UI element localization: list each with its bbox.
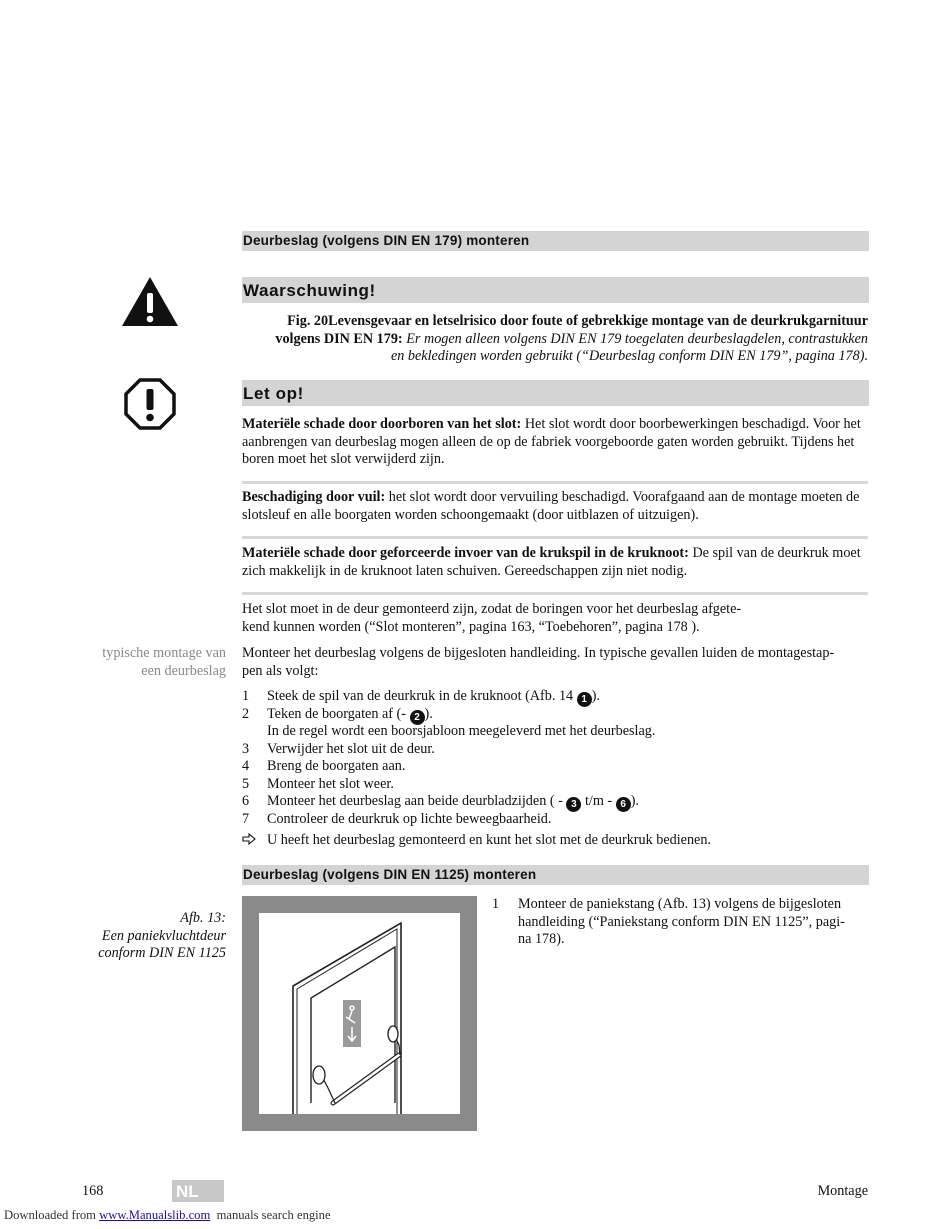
warning-fig-label: Fig. 20	[287, 313, 329, 329]
section-heading-din-en-1125: Deurbeslag (volgens DIN EN 1125) monteren	[242, 865, 869, 885]
warning-heading: Waarschuwing!	[242, 277, 869, 303]
step-number: 5	[242, 775, 250, 792]
door-illustration	[259, 913, 460, 1114]
caution-item-lead: Beschadiging door vuil:	[242, 489, 386, 505]
step-text-part: Verwijder het slot uit de deur.	[267, 740, 435, 757]
step-text	[267, 793, 867, 812]
callout-number-icon: 1	[577, 692, 592, 707]
warning-body: Er mogen alleen volgens DIN EN 179 toegelaten deurbeslagdelen, contrastukken en bekledingen worden gebruikt (“Deurbeslag conform DIN EN 179”, pagina 178).	[390, 330, 868, 365]
caution-item	[242, 489, 868, 524]
step-text-part: ).	[591, 688, 600, 704]
step-text	[267, 811, 867, 829]
intro-paragraph: Het slot moet in de deur gemonteerd zijn, zodat de boringen voor het deurbeslag afgete- kend kunnen worden (“Slot monteren”, pagina 163, “Toebehoren”, pagina 178 ).	[242, 601, 742, 635]
step-number: 4	[242, 758, 250, 774]
caution-item	[242, 545, 868, 580]
caution-octagon-icon	[124, 378, 176, 435]
warning-text	[260, 313, 868, 366]
language-badge: NL	[172, 1180, 224, 1202]
step-text-part: ).	[630, 793, 639, 809]
step-number: 1	[242, 688, 250, 704]
caution-item-text: De spil van de deurkruk moet zich makkelijk in de kruknoot laten schuiven. Gereedschappen zijn niet nodig.	[242, 545, 861, 579]
step-text-part: Teken de boorgaten af (-	[267, 705, 410, 722]
footer-section: Montage	[817, 1183, 868, 1199]
step-text	[267, 741, 867, 759]
step-text-part: Steek de spil van de deurkruk in de kruknoot (Afb. 14	[267, 688, 577, 704]
divider	[242, 481, 868, 484]
callout-number-icon: 6	[616, 797, 631, 812]
step-text	[267, 688, 867, 707]
step-text-part: In de regel wordt een boorsjabloon meegeleverd met het deurbeslag.	[267, 723, 656, 739]
caution-item-lead: Materiële schade door geforceerde invoer van de krukspil in de kruknoot:	[242, 545, 689, 561]
step-text-part: Monteer het deurbeslag aan beide deurbladzijden ( -	[267, 793, 567, 809]
caution-item-text: het slot wordt door vervuiling beschadigd. Voorafgaand aan de montage moeten de slotsleuf en alle boorgaten worden schoongemaakt (door uitblazen of uitzuigen).	[242, 489, 860, 523]
caution-item-lead: Materiële schade door doorboren van het slot:	[242, 416, 522, 432]
step-text-part: ).	[424, 705, 433, 722]
step-text	[267, 723, 867, 741]
step-number: 6	[242, 793, 250, 809]
step-text	[267, 706, 867, 725]
panic-bar-step-number: 1	[492, 896, 500, 912]
callout-number-icon: 3	[566, 797, 581, 812]
figure-panic-door	[242, 896, 477, 1131]
typical-paragraph: Monteer het deurbeslag volgens de bijgesloten handleiding. In typische gevallen luiden de montagestap- pen als volgt:	[242, 645, 835, 679]
step-text-part: t/m -	[581, 793, 616, 809]
caution-item-text: Het slot wordt door boorbewerkingen beschadigd. Voor het aanbrengen van deurbeslag mogen alleen de op de fabriek voorgeboorde gaten worden gebruikt. Tijdens het boren moet het slot verwijderd zijn.	[242, 416, 861, 468]
margin-note-typical-mounting: typische montage van een deurbeslag	[102, 645, 226, 679]
caution-item	[242, 416, 868, 469]
section-heading-din-en-179: Deurbeslag (volgens DIN EN 179) monteren	[242, 231, 869, 251]
step-text	[267, 776, 867, 794]
divider	[242, 592, 868, 595]
result-arrow-icon	[242, 833, 256, 851]
warning-triangle-icon	[120, 276, 180, 333]
step-number: 3	[242, 740, 250, 757]
panic-bar-step: 1 Monteer de paniekstang (Afb. 13) volgens de bijgesloten handleiding (“Paniekstang conform DIN EN 1125”, pagi- na 178).	[492, 896, 845, 948]
manualslib-link[interactable]: www.Manualslib.com	[99, 1208, 211, 1222]
download-note: Downloaded from www.Manualslib.com manuals search engine	[4, 1208, 331, 1222]
step-number: 7	[242, 810, 250, 827]
step-text-part: Monteer het slot weer.	[267, 775, 394, 792]
step-text	[267, 758, 867, 776]
step-text-part: Breng de boorgaten aan.	[267, 758, 406, 774]
warning-lead: Levensgevaar en letselrisico door foute of gebrekkige montage van de deurkrukgarnituur volgens DIN EN 179:	[275, 313, 868, 347]
step-text-part: Controleer de deurkruk op lichte beweegbaarheid.	[267, 810, 552, 827]
figure-caption: Afb. 13: Een paniekvluchtdeur conform DIN EN 1125	[98, 910, 226, 962]
divider	[242, 536, 868, 539]
result-text: U heeft het deurbeslag gemonteerd en kunt het slot met de deurkruk bedienen.	[267, 832, 711, 848]
caution-heading: Let op!	[242, 380, 869, 406]
callout-number-icon: 2	[410, 710, 425, 725]
page-number: 168	[82, 1183, 104, 1199]
step-number: 2	[242, 705, 250, 722]
